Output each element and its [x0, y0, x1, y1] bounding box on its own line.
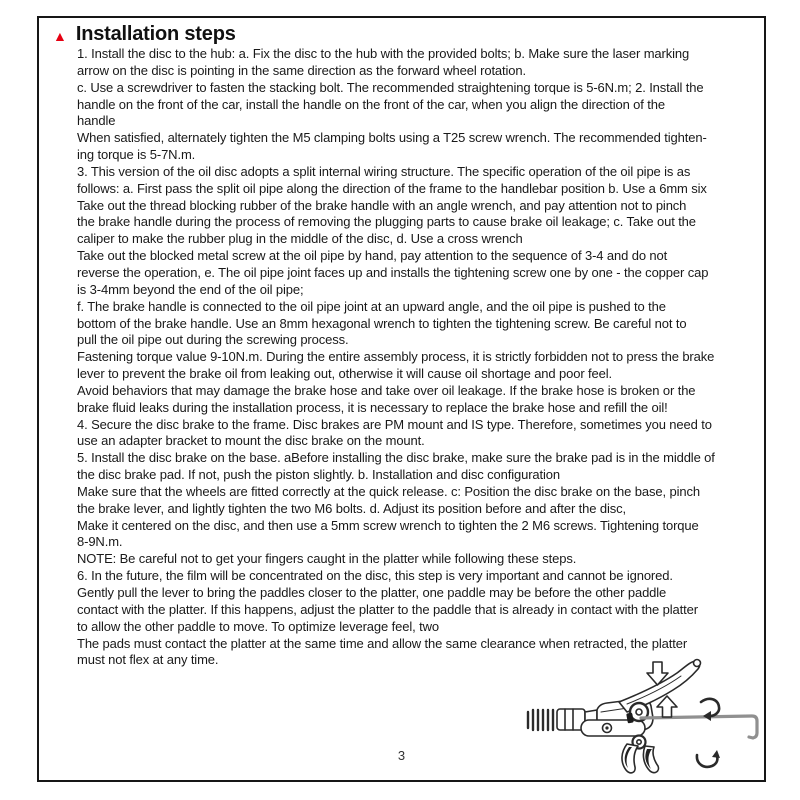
- body-line: Make sure that the wheels are fitted correctly at the quick release. c: Position the disc brake on the base, pinch: [77, 483, 700, 499]
- body-line: When satisfied, alternately tighten the M5 clamping bolts using a T25 screw wrench. The recommended tighten-: [77, 130, 707, 146]
- body-line: f. The brake handle is connected to the oil pipe joint at an upward angle, and the oil pipe is pushed to the: [77, 298, 666, 314]
- body-line: Gently pull the lever to bring the paddles closer to the platter, one paddle may be before the other paddle: [77, 585, 667, 600]
- body-line: must not flex at any time.: [77, 652, 219, 668]
- page-number: 3: [397, 748, 406, 763]
- body-line: lever to prevent the brake oil from leaking out, otherwise it will cause oil shortage and poor feel.: [77, 366, 613, 382]
- body-line: 5. Install the disc brake on the base. aBefore installing the disc brake, make sure the brake pad is in the middle of: [77, 450, 715, 466]
- up-arrow-icon: [657, 696, 677, 717]
- body-line: to allow the other paddle to move. To optimize leverage feel, two: [77, 618, 439, 634]
- body-line: Take out the thread blocking rubber of the brake handle with an angle wrench, and pay attention not to pinch: [77, 197, 687, 213]
- body-line: bottom of the brake handle. Use an 8mm hexagonal wrench to tighten the tightening screw. Be careful not to: [77, 315, 687, 331]
- body-line: Avoid behaviors that may damage the brake hose and take over oil leakage. If the brake hose is broken or the: [77, 382, 696, 398]
- body-text: [77, 46, 763, 669]
- body-line: 1. Install the disc to the hub: a. Fix the disc to the hub with the provided bolts; b. Make sure the laser marking: [77, 46, 690, 61]
- page-title: Installation steps: [75, 23, 236, 45]
- body-line: 4. Secure the disc brake to the frame. Disc brakes are PM mount and IS type. Therefore, sometimes you need to: [77, 416, 712, 432]
- body-line: ing torque is 5-7N.m.: [77, 147, 196, 163]
- body-line: Make it centered on the disc, and then use a 5mm screw wrench to tighten the 2 M6 screws. Tightening torque: [77, 517, 699, 533]
- body-line: Fastening torque value 9-10N.m. During the entire assembly process, it is strictly forbidden not to press the brake: [77, 349, 715, 365]
- body-line: caliper to make the rubber plug in the middle of the disc, d. Use a cross wrench: [77, 231, 523, 247]
- body-line: 8-9N.m.: [77, 534, 123, 550]
- body-line: is 3-4mm beyond the end of the oil pipe;: [77, 281, 304, 297]
- body-line: brake fluid leaks during the installation process, it is necessary to replace the brake hose and refill the oil!: [77, 399, 668, 415]
- body-line: use an adapter bracket to mount the disc brake on the mount.: [77, 433, 425, 449]
- body-line: Take out the blocked metal screw at the oil pipe by hand, pay attention to the sequence of 3-4 and do not: [77, 248, 668, 264]
- body-line: arrow on the disc is pointing in the same direction as the forward wheel rotation.: [77, 62, 527, 78]
- section-header: [53, 23, 236, 46]
- body-line: reverse the operation, e. The oil pipe joint faces up and installs the tightening screw one by one - the copper cap: [77, 264, 709, 280]
- body-line: the disc brake pad. If not, push the piston slightly. b. Installation and disc configuration: [77, 467, 561, 483]
- body-line: 6. In the future, the film will be concentrated on the disc, this step is very important and cannot be ignored.: [77, 568, 673, 584]
- body-line: handle: [77, 113, 116, 129]
- body-line: handle on the front of the car, install the handle on the front of the car, when you align the direction of the: [77, 96, 665, 112]
- body-line: c. Use a screwdriver to fasten the stacking bolt. The recommended straightening torque is 5-6N.m; 2. Install the: [77, 79, 704, 95]
- body-line: NOTE: Be careful not to get your fingers caught in the platter while following these steps.: [77, 551, 577, 567]
- content-frame: [37, 16, 766, 782]
- hex-wrench-icon: [641, 716, 757, 738]
- body-line: pull the oil pipe out during the screwing process.: [77, 332, 349, 348]
- body-line: 3. This version of the oil disc adopts a split internal wiring structure. The specific operation of the oil pipe is as: [77, 163, 691, 179]
- body-line: contact with the platter. If this happens, adjust the platter to the paddle that is already in contact with the platter: [77, 601, 698, 617]
- body-line: The pads must contact the platter at the same time and allow the same clearance when retracted, the platter: [77, 635, 688, 651]
- body-line: follows: a. First pass the split oil pipe along the direction of the frame to the handlebar position b. Use a 6mm six: [77, 180, 707, 196]
- red-triangle-icon: ▲: [53, 27, 67, 44]
- body-line: the brake handle during the process of removing the plugging parts to cause brake oil leakage; c. Take out the: [77, 214, 696, 230]
- body-line: the brake lever, and lightly tighten the two M6 bolts. d. Adjust its position before and after the disc,: [77, 500, 627, 516]
